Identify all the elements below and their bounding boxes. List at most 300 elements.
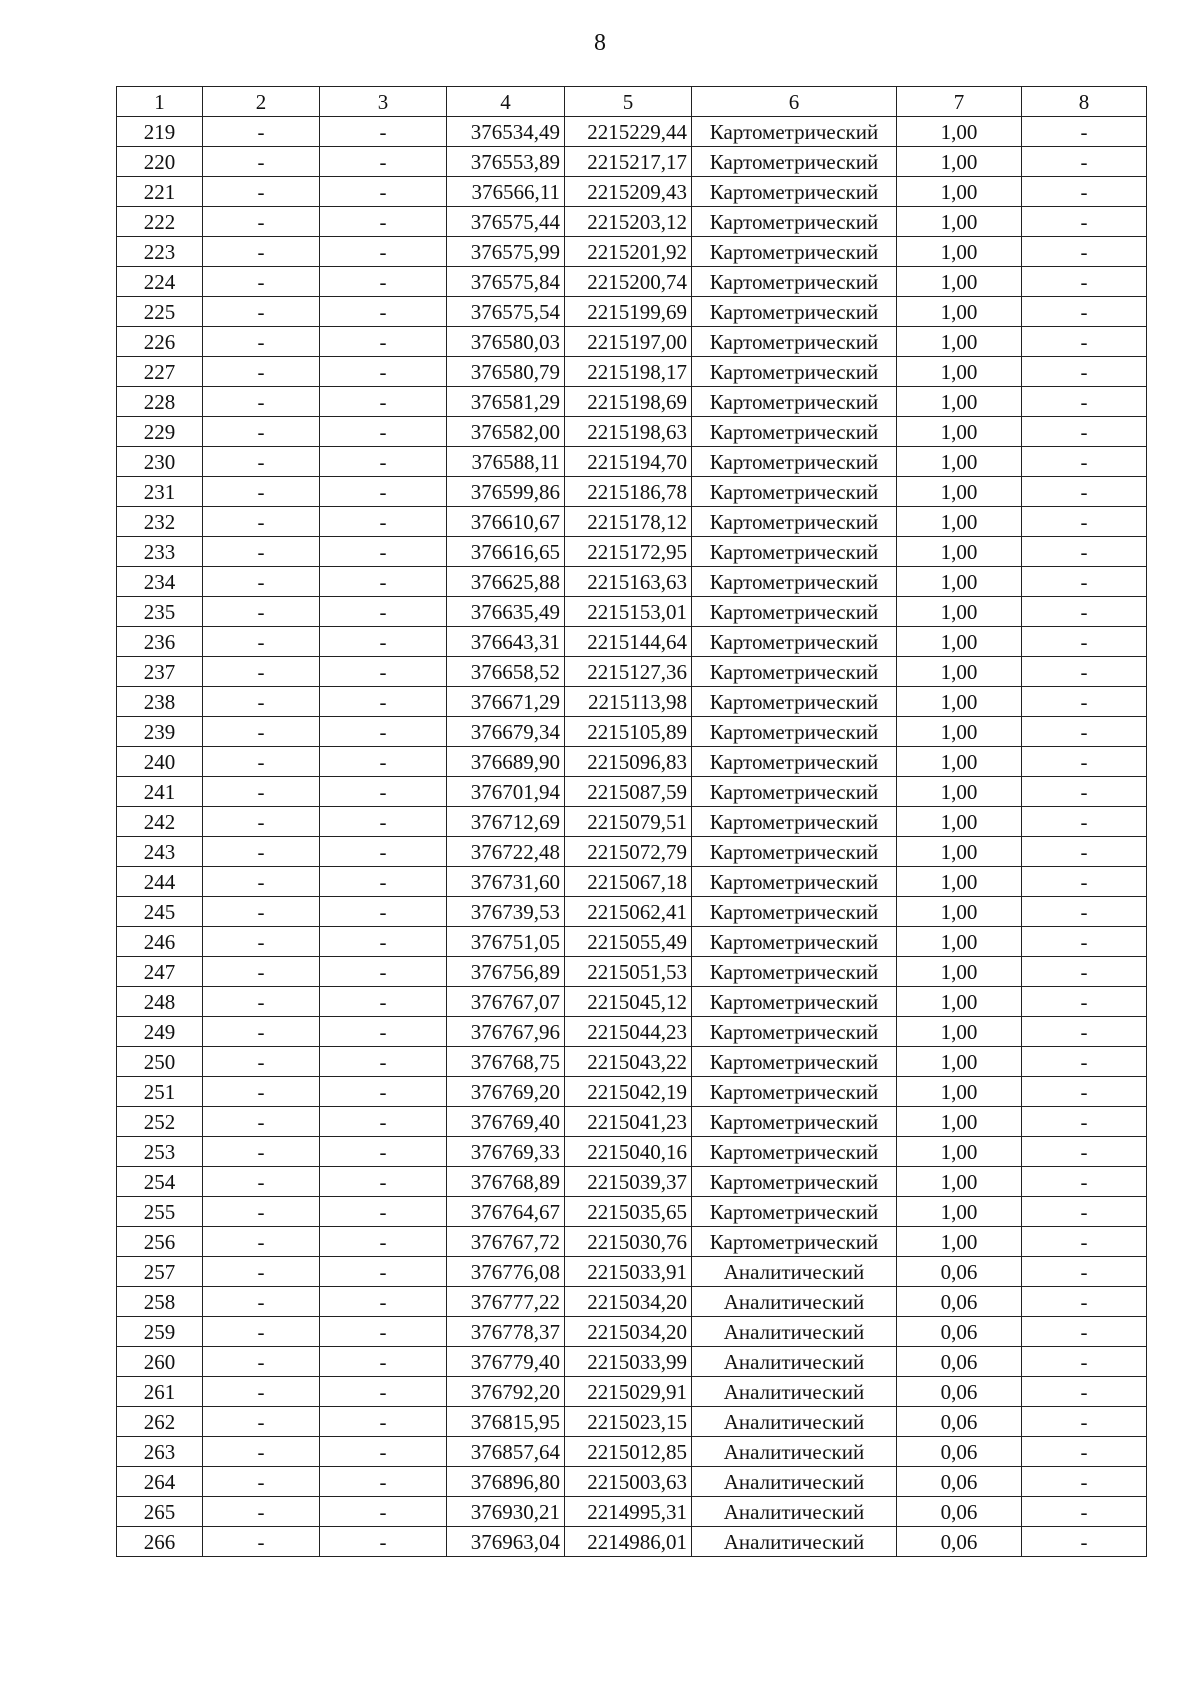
method-cell: Картометрический [692,477,897,507]
x-coordinate-cell: 376575,44 [447,207,565,237]
col8-cell: - [1022,1287,1147,1317]
accuracy-cell: 1,00 [897,267,1022,297]
method-cell: Картометрический [692,627,897,657]
method-cell: Картометрический [692,357,897,387]
method-cell: Картометрический [692,237,897,267]
method-cell: Картометрический [692,1227,897,1257]
method-cell: Картометрический [692,1107,897,1137]
method-cell: Аналитический [692,1257,897,1287]
col2-cell: - [203,327,320,357]
table-row [117,1407,1147,1437]
col8-cell: - [1022,1137,1147,1167]
point-number-cell: 231 [117,477,203,507]
col8-cell: - [1022,1347,1147,1377]
col3-cell: - [320,117,447,147]
accuracy-cell: 1,00 [897,147,1022,177]
x-coordinate-cell: 376566,11 [447,177,565,207]
col2-cell: - [203,807,320,837]
col3-cell: - [320,237,447,267]
method-cell: Аналитический [692,1497,897,1527]
col8-cell: - [1022,717,1147,747]
y-coordinate-cell: 2215034,20 [565,1287,692,1317]
point-number-cell: 260 [117,1347,203,1377]
y-coordinate-cell: 2215033,91 [565,1257,692,1287]
x-coordinate-cell: 376582,00 [447,417,565,447]
accuracy-cell: 1,00 [897,1077,1022,1107]
col8-cell: - [1022,927,1147,957]
col8-cell: - [1022,897,1147,927]
point-number-cell: 244 [117,867,203,897]
col3-cell: - [320,1497,447,1527]
y-coordinate-cell: 2215163,63 [565,567,692,597]
accuracy-cell: 1,00 [897,447,1022,477]
table-row [117,327,1147,357]
point-number-cell: 236 [117,627,203,657]
col3-cell: - [320,747,447,777]
point-number-cell: 221 [117,177,203,207]
table-row [117,927,1147,957]
col2-cell: - [203,177,320,207]
col2-cell: - [203,477,320,507]
col2-cell: - [203,507,320,537]
col8-cell: - [1022,1227,1147,1257]
method-cell: Картометрический [692,957,897,987]
col8-cell: - [1022,417,1147,447]
col3-cell: - [320,1287,447,1317]
point-number-cell: 256 [117,1227,203,1257]
col3-cell: - [320,837,447,867]
x-coordinate-cell: 376722,48 [447,837,565,867]
col2-cell: - [203,1227,320,1257]
method-cell: Картометрический [692,297,897,327]
point-number-cell: 262 [117,1407,203,1437]
table-row [117,957,1147,987]
x-coordinate-cell: 376739,53 [447,897,565,927]
accuracy-cell: 1,00 [897,207,1022,237]
col8-cell: - [1022,507,1147,537]
point-number-cell: 227 [117,357,203,387]
col3-cell: - [320,1017,447,1047]
col2-cell: - [203,717,320,747]
accuracy-cell: 1,00 [897,777,1022,807]
col3-cell: - [320,537,447,567]
point-number-cell: 254 [117,1167,203,1197]
x-coordinate-cell: 376768,75 [447,1047,565,1077]
table-row [117,897,1147,927]
x-coordinate-cell: 376616,65 [447,537,565,567]
x-coordinate-cell: 376769,40 [447,1107,565,1137]
x-coordinate-cell: 376769,20 [447,1077,565,1107]
table-row [117,237,1147,267]
accuracy-cell: 1,00 [897,867,1022,897]
x-coordinate-cell: 376689,90 [447,747,565,777]
table-row [117,1137,1147,1167]
col2-cell: - [203,1377,320,1407]
col3-cell: - [320,567,447,597]
y-coordinate-cell: 2215045,12 [565,987,692,1017]
col8-cell: - [1022,1377,1147,1407]
y-coordinate-cell: 2215043,22 [565,1047,692,1077]
accuracy-cell: 1,00 [897,747,1022,777]
col3-cell: - [320,177,447,207]
col2-cell: - [203,1137,320,1167]
accuracy-cell: 1,00 [897,1047,1022,1077]
accuracy-cell: 1,00 [897,537,1022,567]
x-coordinate-cell: 376575,54 [447,297,565,327]
method-cell: Картометрический [692,927,897,957]
x-coordinate-cell: 376625,88 [447,567,565,597]
method-cell: Картометрический [692,717,897,747]
y-coordinate-cell: 2215178,12 [565,507,692,537]
col8-cell: - [1022,1497,1147,1527]
table-row [117,207,1147,237]
column-header: 7 [897,87,1022,117]
column-header: 8 [1022,87,1147,117]
point-number-cell: 264 [117,1467,203,1497]
point-number-cell: 259 [117,1317,203,1347]
y-coordinate-cell: 2214995,31 [565,1497,692,1527]
col2-cell: - [203,1497,320,1527]
method-cell: Картометрический [692,447,897,477]
x-coordinate-cell: 376658,52 [447,657,565,687]
col3-cell: - [320,147,447,177]
x-coordinate-cell: 376679,34 [447,717,565,747]
col2-cell: - [203,297,320,327]
col8-cell: - [1022,1527,1147,1557]
method-cell: Картометрический [692,867,897,897]
accuracy-cell: 0,06 [897,1377,1022,1407]
method-cell: Аналитический [692,1317,897,1347]
x-coordinate-cell: 376930,21 [447,1497,565,1527]
col2-cell: - [203,957,320,987]
y-coordinate-cell: 2215072,79 [565,837,692,867]
table-row [117,867,1147,897]
method-cell: Картометрический [692,1017,897,1047]
y-coordinate-cell: 2215079,51 [565,807,692,837]
method-cell: Картометрический [692,177,897,207]
col3-cell: - [320,297,447,327]
point-number-cell: 223 [117,237,203,267]
point-number-cell: 246 [117,927,203,957]
x-coordinate-cell: 376857,64 [447,1437,565,1467]
point-number-cell: 232 [117,507,203,537]
accuracy-cell: 1,00 [897,807,1022,837]
col8-cell: - [1022,777,1147,807]
accuracy-cell: 1,00 [897,357,1022,387]
col8-cell: - [1022,837,1147,867]
table-row [117,777,1147,807]
point-number-cell: 225 [117,297,203,327]
col2-cell: - [203,357,320,387]
method-cell: Картометрический [692,417,897,447]
col3-cell: - [320,927,447,957]
point-number-cell: 252 [117,1107,203,1137]
table-row [117,1497,1147,1527]
table-row [117,1257,1147,1287]
table-row [117,1047,1147,1077]
method-cell: Картометрический [692,747,897,777]
accuracy-cell: 0,06 [897,1407,1022,1437]
x-coordinate-cell: 376963,04 [447,1527,565,1557]
point-number-cell: 245 [117,897,203,927]
col8-cell: - [1022,867,1147,897]
x-coordinate-cell: 376764,67 [447,1197,565,1227]
x-coordinate-cell: 376575,84 [447,267,565,297]
x-coordinate-cell: 376599,86 [447,477,565,507]
method-cell: Картометрический [692,1167,897,1197]
point-number-cell: 258 [117,1287,203,1317]
y-coordinate-cell: 2215042,19 [565,1077,692,1107]
col3-cell: - [320,417,447,447]
x-coordinate-cell: 376778,37 [447,1317,565,1347]
point-number-cell: 234 [117,567,203,597]
col3-cell: - [320,1197,447,1227]
x-coordinate-cell: 376534,49 [447,117,565,147]
col8-cell: - [1022,357,1147,387]
method-cell: Картометрический [692,837,897,867]
point-number-cell: 250 [117,1047,203,1077]
col8-cell: - [1022,1167,1147,1197]
col8-cell: - [1022,687,1147,717]
table-row [117,567,1147,597]
method-cell: Картометрический [692,1197,897,1227]
table-row [117,1377,1147,1407]
method-cell: Картометрический [692,1077,897,1107]
col2-cell: - [203,1197,320,1227]
table-row [117,1077,1147,1107]
col3-cell: - [320,1077,447,1107]
point-number-cell: 247 [117,957,203,987]
point-number-cell: 224 [117,267,203,297]
col2-cell: - [203,1347,320,1377]
x-coordinate-cell: 376779,40 [447,1347,565,1377]
col8-cell: - [1022,297,1147,327]
accuracy-cell: 1,00 [897,597,1022,627]
coordinates-table [116,86,1147,1557]
x-coordinate-cell: 376767,96 [447,1017,565,1047]
point-number-cell: 255 [117,1197,203,1227]
col8-cell: - [1022,1467,1147,1497]
y-coordinate-cell: 2215172,95 [565,537,692,567]
y-coordinate-cell: 2215067,18 [565,867,692,897]
point-number-cell: 220 [117,147,203,177]
accuracy-cell: 1,00 [897,657,1022,687]
col2-cell: - [203,1527,320,1557]
point-number-cell: 238 [117,687,203,717]
y-coordinate-cell: 2215096,83 [565,747,692,777]
col3-cell: - [320,897,447,927]
col2-cell: - [203,447,320,477]
y-coordinate-cell: 2215127,36 [565,657,692,687]
table-row [117,657,1147,687]
y-coordinate-cell: 2215199,69 [565,297,692,327]
x-coordinate-cell: 376751,05 [447,927,565,957]
point-number-cell: 240 [117,747,203,777]
page-number: 8 [594,30,606,56]
col3-cell: - [320,447,447,477]
col2-cell: - [203,597,320,627]
table-row [117,987,1147,1017]
col8-cell: - [1022,987,1147,1017]
col8-cell: - [1022,807,1147,837]
accuracy-cell: 1,00 [897,1017,1022,1047]
accuracy-cell: 0,06 [897,1437,1022,1467]
method-cell: Картометрический [692,777,897,807]
accuracy-cell: 1,00 [897,687,1022,717]
point-number-cell: 226 [117,327,203,357]
method-cell: Аналитический [692,1287,897,1317]
col8-cell: - [1022,207,1147,237]
col2-cell: - [203,417,320,447]
col3-cell: - [320,1437,447,1467]
accuracy-cell: 0,06 [897,1317,1022,1347]
point-number-cell: 241 [117,777,203,807]
col8-cell: - [1022,957,1147,987]
x-coordinate-cell: 376575,99 [447,237,565,267]
y-coordinate-cell: 2215035,65 [565,1197,692,1227]
table-row [117,417,1147,447]
table-row [117,1347,1147,1377]
x-coordinate-cell: 376777,22 [447,1287,565,1317]
table-row [117,1437,1147,1467]
table-row [117,807,1147,837]
x-coordinate-cell: 376815,95 [447,1407,565,1437]
col2-cell: - [203,627,320,657]
table-row [117,387,1147,417]
method-cell: Картометрический [692,1047,897,1077]
y-coordinate-cell: 2215194,70 [565,447,692,477]
col8-cell: - [1022,1317,1147,1347]
col2-cell: - [203,1437,320,1467]
col3-cell: - [320,477,447,507]
col2-cell: - [203,687,320,717]
table-row [117,177,1147,207]
col8-cell: - [1022,597,1147,627]
method-cell: Аналитический [692,1377,897,1407]
table-row [117,1527,1147,1557]
col8-cell: - [1022,627,1147,657]
x-coordinate-cell: 376769,33 [447,1137,565,1167]
y-coordinate-cell: 2215023,15 [565,1407,692,1437]
y-coordinate-cell: 2215033,99 [565,1347,692,1377]
x-coordinate-cell: 376768,89 [447,1167,565,1197]
point-number-cell: 235 [117,597,203,627]
point-number-cell: 230 [117,447,203,477]
y-coordinate-cell: 2215198,17 [565,357,692,387]
col8-cell: - [1022,1077,1147,1107]
table-row [117,717,1147,747]
point-number-cell: 243 [117,837,203,867]
col8-cell: - [1022,537,1147,567]
x-coordinate-cell: 376776,08 [447,1257,565,1287]
col3-cell: - [320,1107,447,1137]
table-row [117,1167,1147,1197]
col3-cell: - [320,1137,447,1167]
method-cell: Картометрический [692,207,897,237]
y-coordinate-cell: 2215044,23 [565,1017,692,1047]
table-row [117,1467,1147,1497]
col2-cell: - [203,387,320,417]
col3-cell: - [320,687,447,717]
col2-cell: - [203,1017,320,1047]
point-number-cell: 257 [117,1257,203,1287]
col2-cell: - [203,897,320,927]
point-number-cell: 237 [117,657,203,687]
y-coordinate-cell: 2215201,92 [565,237,692,267]
col8-cell: - [1022,237,1147,267]
x-coordinate-cell: 376553,89 [447,147,565,177]
accuracy-cell: 0,06 [897,1287,1022,1317]
accuracy-cell: 1,00 [897,957,1022,987]
table-row [117,537,1147,567]
method-cell: Картометрический [692,147,897,177]
col2-cell: - [203,1167,320,1197]
col8-cell: - [1022,747,1147,777]
x-coordinate-cell: 376643,31 [447,627,565,657]
y-coordinate-cell: 2215062,41 [565,897,692,927]
y-coordinate-cell: 2215153,01 [565,597,692,627]
y-coordinate-cell: 2215186,78 [565,477,692,507]
col2-cell: - [203,867,320,897]
column-header: 6 [692,87,897,117]
point-number-cell: 263 [117,1437,203,1467]
y-coordinate-cell: 2215034,20 [565,1317,692,1347]
col3-cell: - [320,717,447,747]
col8-cell: - [1022,387,1147,417]
accuracy-cell: 0,06 [897,1497,1022,1527]
y-coordinate-cell: 2215087,59 [565,777,692,807]
table-row [117,477,1147,507]
y-coordinate-cell: 2215113,98 [565,687,692,717]
col2-cell: - [203,537,320,567]
y-coordinate-cell: 2215040,16 [565,1137,692,1167]
col2-cell: - [203,927,320,957]
y-coordinate-cell: 2215209,43 [565,177,692,207]
x-coordinate-cell: 376731,60 [447,867,565,897]
point-number-cell: 219 [117,117,203,147]
x-coordinate-cell: 376767,72 [447,1227,565,1257]
table-row [117,1197,1147,1227]
col3-cell: - [320,1347,447,1377]
col2-cell: - [203,747,320,777]
method-cell: Аналитический [692,1407,897,1437]
method-cell: Картометрический [692,807,897,837]
y-coordinate-cell: 2215229,44 [565,117,692,147]
method-cell: Аналитический [692,1527,897,1557]
point-number-cell: 249 [117,1017,203,1047]
method-cell: Картометрический [692,687,897,717]
accuracy-cell: 1,00 [897,837,1022,867]
col3-cell: - [320,867,447,897]
column-header: 3 [320,87,447,117]
col8-cell: - [1022,1017,1147,1047]
method-cell: Картометрический [692,387,897,417]
col8-cell: - [1022,177,1147,207]
col2-cell: - [203,1287,320,1317]
col3-cell: - [320,807,447,837]
col3-cell: - [320,627,447,657]
header-row [117,87,1147,117]
y-coordinate-cell: 2215055,49 [565,927,692,957]
table-row [117,447,1147,477]
method-cell: Аналитический [692,1467,897,1497]
x-coordinate-cell: 376767,07 [447,987,565,1017]
method-cell: Аналитический [692,1437,897,1467]
col8-cell: - [1022,147,1147,177]
col2-cell: - [203,1467,320,1497]
y-coordinate-cell: 2215105,89 [565,717,692,747]
table-row [117,507,1147,537]
